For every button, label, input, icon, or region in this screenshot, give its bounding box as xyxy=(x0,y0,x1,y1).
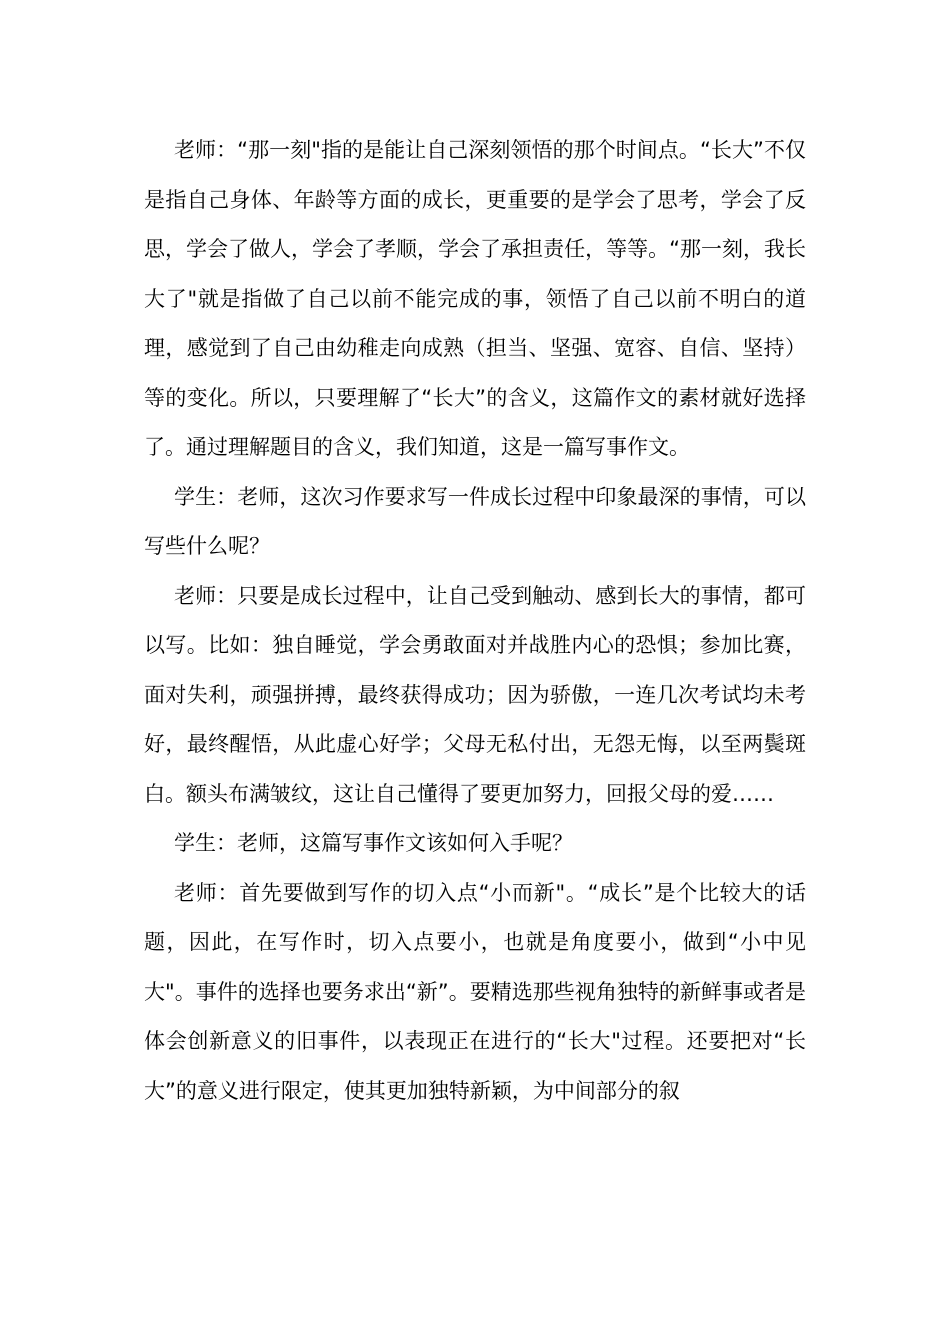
paragraph-teacher-explanation: 老师：“那一刻"指的是能让自己深刻领悟的那个时间点。“长大”不仅是指自己身体、年龄等方面的成长，更重要的是学会了思考，学会了反思，学会了做人，学会了孝顺，学会了承担责任，等等。“那一刻，我长大了"就是指做了自己以前不能完成的事，领悟了自己以前不明白的道理，感觉到了自己由幼稚走向成熟（担当、坚强、宽容、自信、坚持）等的变化。所以，只要理解了“长大”的含义，这篇作文的素材就好选择了。通过理解题目的含义，我们知道，这是一篇写事作文。 xyxy=(144,138,806,459)
paragraph-teacher-method: 老师：首先要做到写作的切入点“小而新"。“成长”是个比较大的话题，因此，在写作时，切入点要小，也就是角度要小，做到“小中见大"。事件的选择也要务求出“新”。要精选那些视角独特的新鲜事或者是体会创新意义的旧事件，以表现正在进行的“长大"过程。还要把对“长大”的意义进行限定，使其更加独特新颖，为中间部分的叙 xyxy=(144,880,806,1103)
document-body xyxy=(144,126,806,1116)
paragraph-student-question-1: 学生：老师，这次习作要求写一件成长过程中印象最深的事情，可以写些什么呢？ xyxy=(144,484,806,558)
paragraph-student-question-2: 学生：老师，这篇写事作文该如何入手呢？ xyxy=(174,831,573,855)
paragraph-teacher-examples: 老师：只要是成长过程中，让自己受到触动、感到长大的事情，都可以写。比如：独自睡觉，学会勇敢面对并战胜内心的恐惧；参加比赛，面对失利，顽强拼搏，最终获得成功；因为骄傲，一连几次考试均未考好，最终醒悟，从此虚心好学；父母无私付出，无怨无悔，以至两鬓斑白。额头布满皱纹，这让自己懂得了要更加努力，回报父母的爱…… xyxy=(144,583,806,806)
